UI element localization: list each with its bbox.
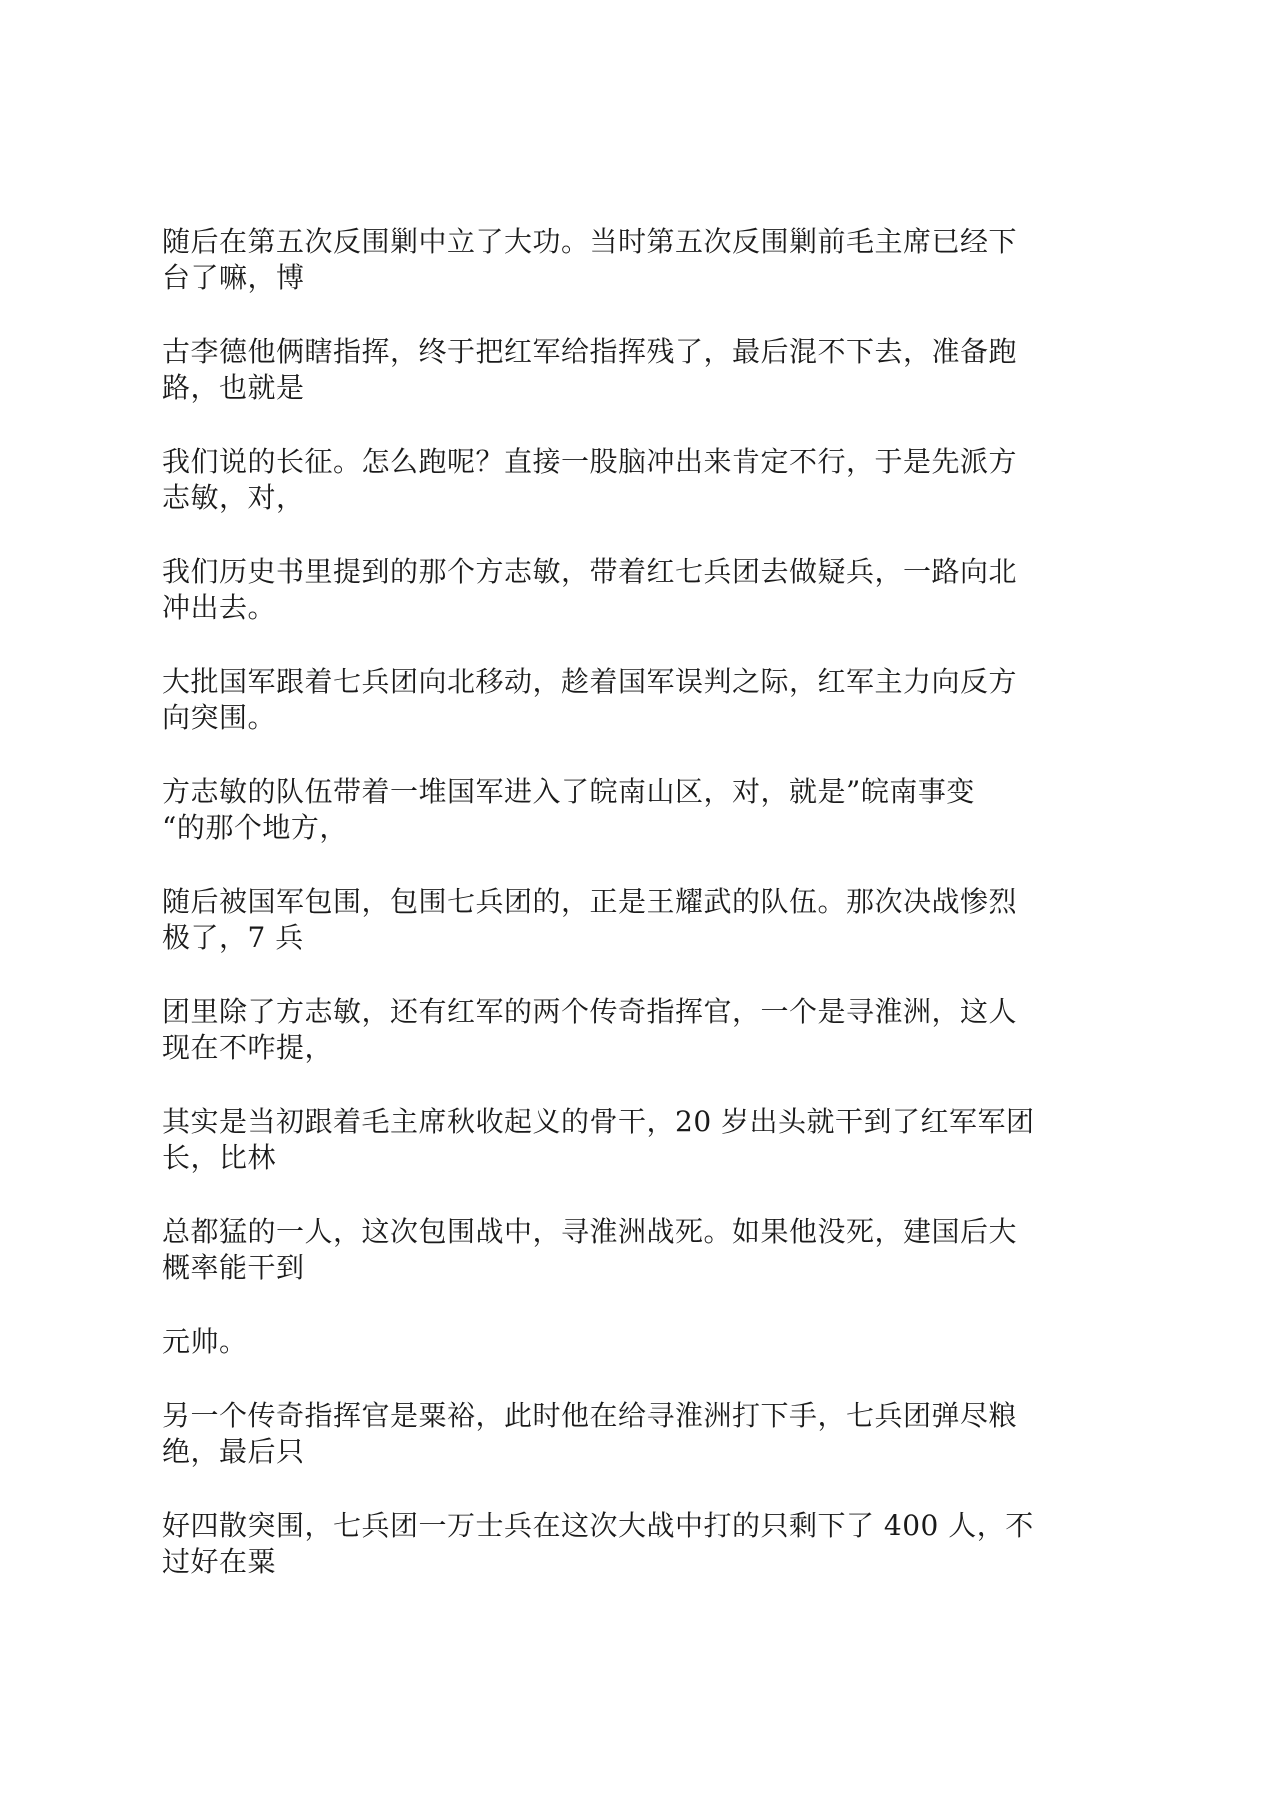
paragraph-line: 向突围。 <box>162 701 277 734</box>
paragraph-2 <box>162 334 1122 406</box>
paragraph-line: 冲出去。 <box>162 591 277 624</box>
paragraph-line: 总都猛的一人，这次包围战中，寻淮洲战死。如果他没死，建国后大 <box>162 1215 1018 1248</box>
paragraph-line: 元帅。 <box>162 1325 248 1358</box>
paragraph-line: 过好在粟 <box>162 1545 277 1578</box>
document-body <box>162 224 1122 1618</box>
paragraph-line: 概率能干到 <box>162 1251 305 1284</box>
paragraph-7 <box>162 884 1122 956</box>
paragraph-line: 方志敏的队伍带着一堆国军进入了皖南山区，对，就是”皖南事变 <box>162 775 975 808</box>
paragraph-line: “的那个地方， <box>162 811 348 844</box>
paragraph-10 <box>162 1214 1122 1286</box>
paragraph-line: 其实是当初跟着毛主席秋收起义的骨干，20 岁出头就干到了红军军团 <box>162 1105 1035 1138</box>
paragraph-3 <box>162 444 1122 516</box>
paragraph-8 <box>162 994 1122 1066</box>
paragraph-12 <box>162 1398 1122 1470</box>
paragraph-line: 长，比林 <box>162 1141 277 1174</box>
paragraph-4 <box>162 554 1122 626</box>
paragraph-1 <box>162 224 1122 296</box>
paragraph-line: 团里除了方志敏，还有红军的两个传奇指挥官，一个是寻淮洲，这人 <box>162 995 1018 1028</box>
paragraph-line: 台了嘛，博 <box>162 261 305 294</box>
paragraph-13 <box>162 1508 1122 1580</box>
paragraph-line: 我们历史书里提到的那个方志敏，带着红七兵团去做疑兵，一路向北 <box>162 555 1018 588</box>
paragraph-line: 现在不咋提， <box>162 1031 334 1064</box>
paragraph-line: 极了，7 兵 <box>162 921 304 954</box>
paragraph-line: 志敏，对， <box>162 481 305 514</box>
paragraph-line: 另一个传奇指挥官是粟裕，此时他在给寻淮洲打下手，七兵团弹尽粮 <box>162 1399 1018 1432</box>
paragraph-5 <box>162 664 1122 736</box>
paragraph-line: 我们说的长征。怎么跑呢？直接一股脑冲出来肯定不行，于是先派方 <box>162 445 1018 478</box>
paragraph-line: 古李德他俩瞎指挥，终于把红军给指挥残了，最后混不下去，准备跑 <box>162 335 1018 368</box>
paragraph-6 <box>162 774 1122 846</box>
paragraph-11 <box>162 1324 1122 1360</box>
paragraph-line: 路，也就是 <box>162 371 305 404</box>
paragraph-line: 好四散突围，七兵团一万士兵在这次大战中打的只剩下了 400 人，不 <box>162 1509 1034 1542</box>
paragraph-line: 大批国军跟着七兵团向北移动，趁着国军误判之际，红军主力向反方 <box>162 665 1018 698</box>
paragraph-9 <box>162 1104 1122 1176</box>
paragraph-line: 绝，最后只 <box>162 1435 305 1468</box>
paragraph-line: 随后被国军包围，包围七兵团的，正是王耀武的队伍。那次决战惨烈 <box>162 885 1018 918</box>
paragraph-line: 随后在第五次反围剿中立了大功。当时第五次反围剿前毛主席已经下 <box>162 225 1018 258</box>
